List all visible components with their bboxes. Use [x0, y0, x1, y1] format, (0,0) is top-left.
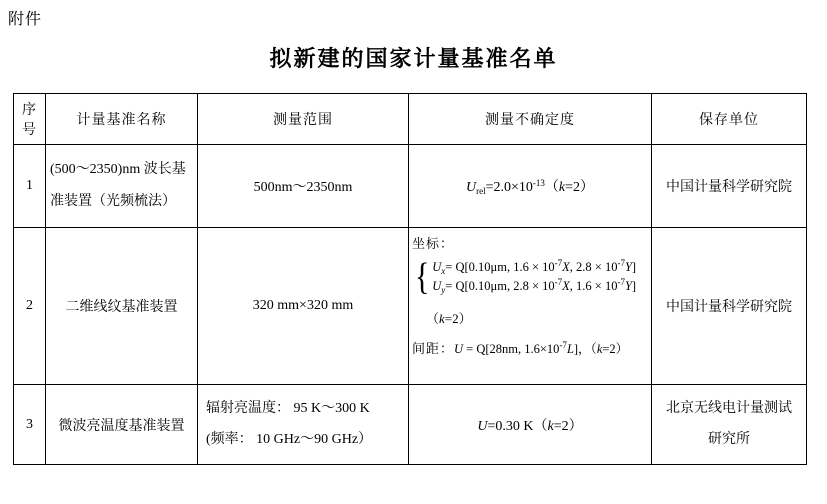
- equation-lines: [432, 258, 636, 297]
- formula-exponent: -7: [559, 339, 567, 350]
- uncertainty-formula: [466, 180, 594, 195]
- cell-keeper: 北京无线电计量测试研究所: [652, 385, 807, 465]
- formula-subscript: y: [441, 285, 446, 296]
- formula-body: = Q[0.10μm, 1.6 × 10: [445, 260, 555, 274]
- formula-exponent: -7: [554, 258, 563, 268]
- formula-variable: Y: [624, 279, 632, 294]
- formula-line-y: [432, 277, 636, 296]
- cell-no: 2: [14, 228, 46, 385]
- table-row: [14, 385, 807, 465]
- header-range: 测量范围: [198, 94, 409, 145]
- formula-paren: （: [426, 310, 440, 326]
- formula-exponent: -7: [617, 258, 625, 268]
- pitch-label: 间距：: [412, 340, 455, 356]
- coordinate-label: 坐标：: [412, 236, 455, 251]
- cell-uncertainty: [409, 145, 652, 228]
- formula-body: =2.0×10: [485, 180, 533, 195]
- formula-body: = Q[28nm, 1.6×10: [463, 341, 560, 356]
- formula-exponent: -7: [617, 277, 625, 288]
- uncertainty-formula: [412, 233, 649, 357]
- cell-keeper: 中国计量科学研究院: [652, 145, 807, 228]
- formula-paren-close: =2）: [565, 180, 595, 195]
- header-name: 计量基准名称: [46, 94, 198, 145]
- table-row: [14, 228, 807, 385]
- formula-bracket: ]: [631, 260, 637, 274]
- formula-variable: Y: [624, 260, 632, 274]
- k-factor-line: [426, 308, 649, 327]
- formula-subscript: rel: [476, 186, 486, 196]
- formula-paren: （: [544, 180, 559, 195]
- cell-range: [198, 385, 409, 465]
- cell-name: 微波亮温度基准装置: [46, 385, 198, 465]
- coverage-factor: k: [547, 418, 554, 434]
- formula-exponent: -13: [532, 178, 545, 188]
- formula-body: , 2.8 × 10: [569, 260, 618, 274]
- uncertainty-formula: [477, 419, 582, 434]
- header-row: [14, 94, 807, 145]
- standards-table: [13, 93, 807, 465]
- formula-body: ]，（: [573, 341, 597, 356]
- header-no: 序号: [14, 94, 46, 145]
- equation-system: [413, 258, 649, 297]
- header-keeper: 保存单位: [652, 94, 807, 145]
- page-title: 拟新建的国家计量基准名单: [269, 46, 558, 71]
- formula-body: = Q[0.10μm, 2.8 × 10: [445, 279, 555, 294]
- formula-paren-close: =2）: [444, 310, 472, 326]
- coverage-factor: k: [596, 341, 603, 356]
- coverage-factor: k: [439, 310, 445, 326]
- formula-variable: X: [562, 260, 570, 274]
- cell-keeper: 中国计量科学研究院: [652, 228, 807, 385]
- attachment-label: 附件: [8, 11, 43, 28]
- cell-uncertainty: [409, 385, 652, 465]
- formula-paren: （: [533, 418, 548, 434]
- cell-no: 1: [14, 145, 46, 228]
- formula-body: =0.30 K: [487, 418, 534, 434]
- formula-symbol: U: [432, 260, 442, 274]
- formula-variable: L: [566, 341, 574, 356]
- cell-no: 3: [14, 385, 46, 465]
- cell-range: 320 mm×320 mm: [198, 228, 409, 385]
- formula-exponent: -7: [554, 277, 563, 288]
- formula-paren-close: =2）: [553, 418, 583, 434]
- range-line-2: (频率： 10 GHz～90 GHz）: [206, 431, 373, 447]
- formula-symbol: U: [465, 180, 477, 195]
- formula-subscript: x: [441, 266, 446, 276]
- formula-bracket: ]: [631, 279, 637, 294]
- formula-body: , 1.6 × 10: [569, 279, 618, 294]
- cell-name: 二维线纹基准装置: [46, 228, 198, 385]
- coverage-factor: k: [558, 180, 566, 195]
- pitch-line: [412, 338, 649, 357]
- formula-line-x: [432, 258, 636, 277]
- formula-paren-close: =2）: [602, 341, 629, 356]
- formula-variable: X: [562, 279, 570, 294]
- range-line-1: 辐射亮温度： 95 K～300 K: [206, 400, 370, 416]
- header-uncertainty: 测量不确定度: [409, 94, 652, 145]
- curly-brace: {: [414, 256, 430, 299]
- formula-symbol: U: [477, 418, 488, 434]
- cell-uncertainty: [409, 228, 652, 385]
- formula-symbol: U: [432, 279, 442, 294]
- cell-name: (500～2350)nm 波长基准装置（光频梳法）: [46, 145, 198, 228]
- formula-symbol: U: [454, 341, 464, 356]
- table-row: [14, 145, 807, 228]
- cell-range: 500nm～2350nm: [198, 145, 409, 228]
